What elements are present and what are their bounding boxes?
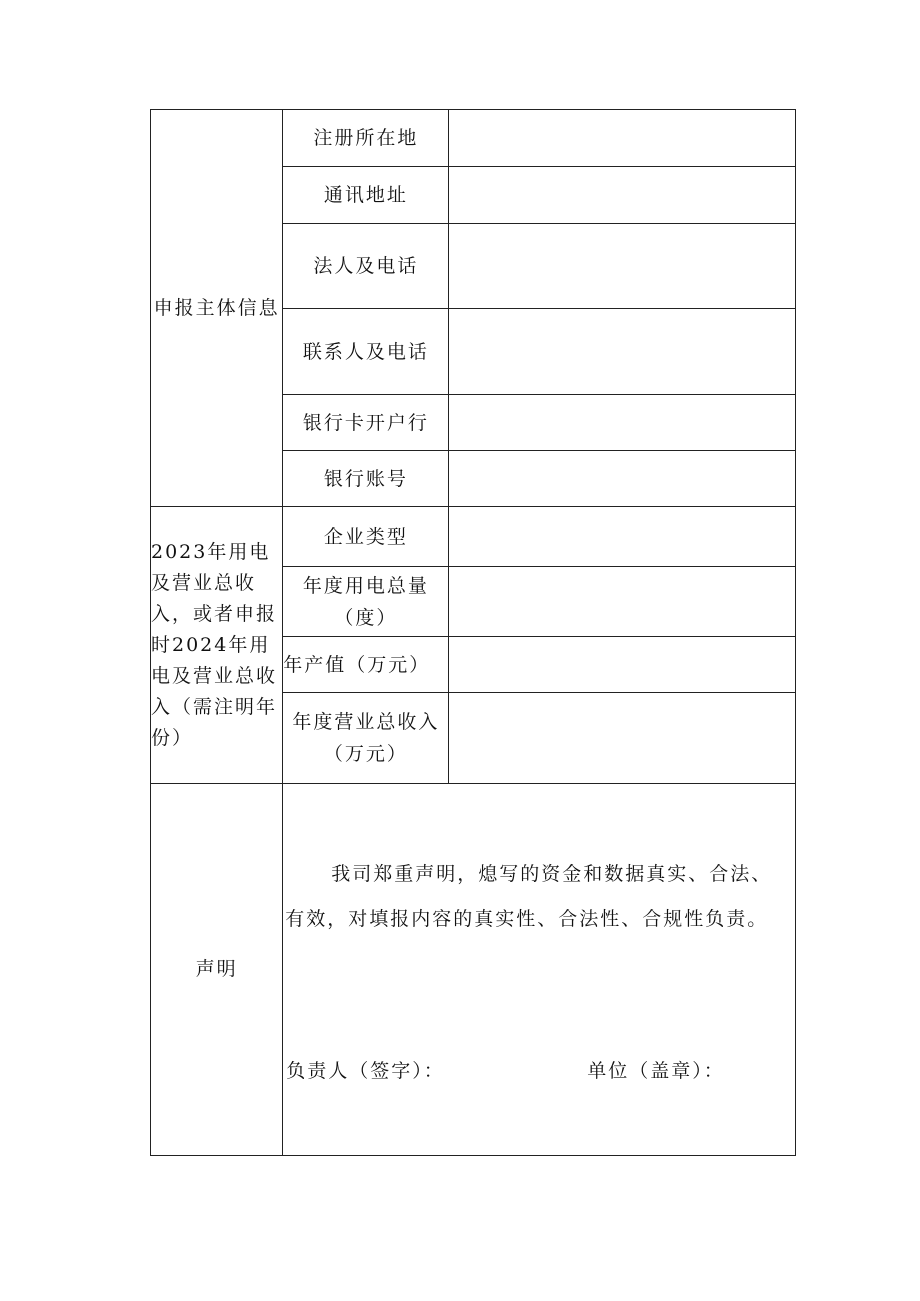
table-row [151, 784, 796, 1156]
legal-rep-phone-label: 法人及电话 [283, 224, 449, 309]
contact-phone-label: 联系人及电话 [283, 309, 449, 395]
bank-account-field[interactable] [449, 451, 796, 507]
annual-revenue-label: 年度营业总收入（万元） [283, 693, 449, 784]
annual-revenue-field[interactable] [449, 693, 796, 784]
signer-signature-label[interactable]: 负责人（签字）： [286, 1060, 445, 1082]
declaration-title: 声明 [151, 784, 283, 1156]
declaration-body [283, 784, 796, 1156]
annual-power-usage-label: 年度用电总量（度） [283, 567, 449, 637]
legal-rep-phone-field[interactable] [449, 224, 796, 309]
bank-branch-label: 银行卡开户行 [283, 395, 449, 451]
mailing-address-label: 通讯地址 [283, 167, 449, 224]
contact-phone-field[interactable] [449, 309, 796, 395]
annual-output-field[interactable] [449, 637, 796, 693]
table-row [151, 507, 796, 567]
company-type-field[interactable] [449, 507, 796, 567]
registered-address-field[interactable] [449, 110, 796, 167]
declaration-text: 我司郑重声明，熄写的资金和数据真实、合法、有效，对填报内容的真实性、合法性、合规性负责。 [285, 863, 773, 930]
usage-section-title: 2023年用电及营业总收入，或者申报时2024年用电及营业总收入（需注明年份） [151, 507, 283, 784]
table-row [151, 110, 796, 167]
annual-power-usage-field[interactable] [449, 567, 796, 637]
mailing-address-field[interactable] [449, 167, 796, 224]
application-form-table [150, 109, 796, 1156]
company-seal-label[interactable]: 单位（盖章）： [587, 1060, 725, 1082]
bank-account-label: 银行账号 [283, 451, 449, 507]
applicant-section-title: 申报主体信息 [151, 110, 283, 507]
bank-branch-field[interactable] [449, 395, 796, 451]
company-type-label: 企业类型 [283, 507, 449, 567]
registered-address-label: 注册所在地 [283, 110, 449, 167]
annual-output-label: 年产值（万元） [283, 637, 449, 693]
